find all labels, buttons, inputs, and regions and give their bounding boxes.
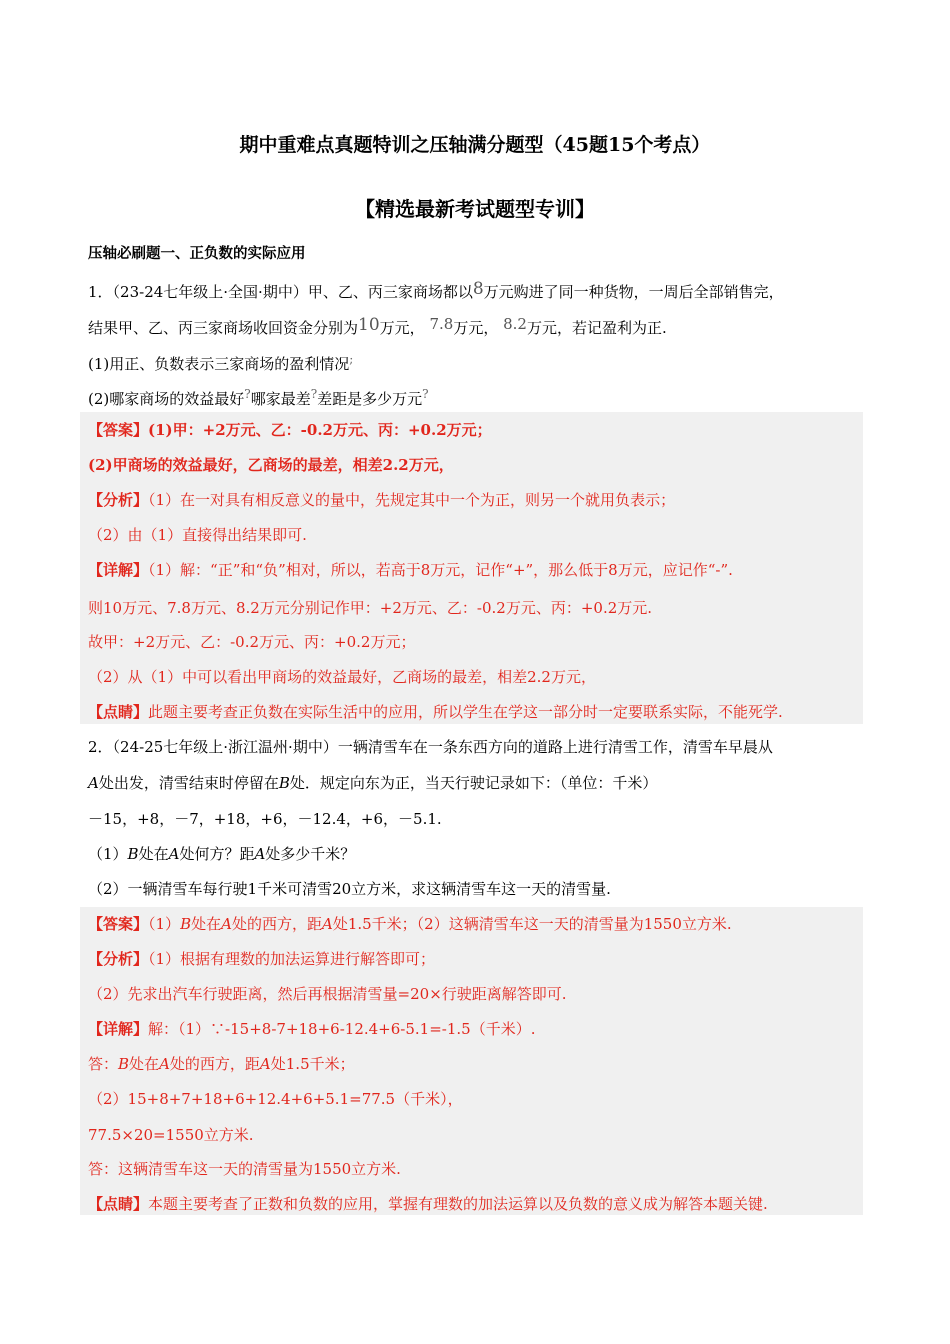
q1-answer-line1: 【答案】(1)甲：+2万元、乙：-0.2万元、丙：+0.2万元； <box>88 421 492 439</box>
q2-part1: （1）B处在A处何方？距A处多少千米？ <box>88 845 356 863</box>
q2-stem-line2: A处出发，清雪结束时停留在B处．规定向东为正，当天行驶记录如下：（单位：千米） <box>88 774 658 792</box>
q1-answer-line2: (2)甲商场的效益最好，乙商场的最差，相差2.2万元， <box>88 456 454 474</box>
q2-analysis-line1: 【分析】（1）根据有理数的加法运算进行解答即可； <box>88 950 436 968</box>
document-title: 期中重难点真题特训之压轴满分题型（45题15个考点） <box>239 134 711 156</box>
q2-comment: 【点睛】本题主要考查了正数和负数的应用，掌握有理数的加法运算以及负数的意义成为解答本题关键. <box>88 1195 768 1213</box>
q1-detail-line1: 【详解】（1）解：“正”和“负”相对，所以，若高于8万元，记作“+”，那么低于8万元，应记作“-”. <box>88 561 733 579</box>
q1-comment: 【点睛】此题主要考查正负数在实际生活中的应用，所以学生在学这一部分时一定要联系实际，不能死学. <box>88 703 783 721</box>
q1-analysis-line1: 【分析】（1）在一对具有相反意义的量中，先规定其中一个为正，则另一个就用负表示； <box>88 491 676 509</box>
q1-stem-line2: 结果甲、乙、丙三家商场收回资金分别为10万元， 7.8万元， 8.2万元，若记盈利为正. <box>88 315 667 337</box>
q2-detail-line2: 答：B处在A处的西方，距A处1.5千米； <box>88 1055 355 1073</box>
q1-detail-line4: （2）从（1）中可以看出甲商场的效益最好，乙商场的最差，相差2.2万元， <box>88 668 596 686</box>
q2-detail-line1: 【详解】解：（1）∵-15+8-7+18+6-12.4+6-5.1=-1.5（千米）. <box>88 1020 536 1038</box>
q1-detail-line3: 故甲：+2万元、乙：-0.2万元、丙：+0.2万元； <box>88 633 416 651</box>
q2-answer: 【答案】（1）B处在A处的西方，距A处1.5千米；（2）这辆清雪车这一天的清雪量为1550立方米. <box>88 915 732 933</box>
document-subtitle: 【精选最新考试题型专训】 <box>355 197 595 221</box>
q2-stem-line1: 2．（24-25七年级上·浙江温州·期中）一辆清雪车在一条东西方向的道路上进行清雪工作，清雪车早晨从 <box>88 738 773 756</box>
q1-analysis-line2: （2）由（1）直接得出结果即可. <box>88 526 307 544</box>
q2-detail-line5: 答：这辆清雪车这一天的清雪量为1550立方米. <box>88 1160 401 1178</box>
q2-detail-line4: 77.5×20=1550立方米. <box>88 1126 254 1144</box>
q1-stem-line1: 1．（23-24七年级上·全国·期中）甲、乙、丙三家商场都以8万元购进了同一种货物，一周后全部销售完， <box>88 279 784 301</box>
q2-analysis-line2: （2）先求出汽车行驶距离，然后再根据清雪量=20×行驶距离解答即可. <box>88 985 567 1003</box>
q1-detail-line2: 则10万元、7.8万元、8.2万元分别记作甲：+2万元、乙：-0.2万元、丙：+0.2万元. <box>88 599 653 617</box>
q1-part2: (2)哪家商场的效益最好?哪家最差?差距是多少万元? <box>88 387 429 408</box>
q2-record-values: －15，+8，－7，+18，+6，－12.4，+6，－5.1. <box>88 810 442 828</box>
q2-detail-line3: （2）15+8+7+18+6+12.4+6+5.1=77.5（千米）， <box>88 1090 463 1108</box>
q2-part2: （2）一辆清雪车每行驶1千米可清雪20立方米，求这辆清雪车这一天的清雪量. <box>88 880 611 898</box>
q1-part1: (1)用正、负数表示三家商场的盈利情况; <box>88 352 354 373</box>
section-heading: 压轴必刷题一、正负数的实际应用 <box>88 245 306 262</box>
